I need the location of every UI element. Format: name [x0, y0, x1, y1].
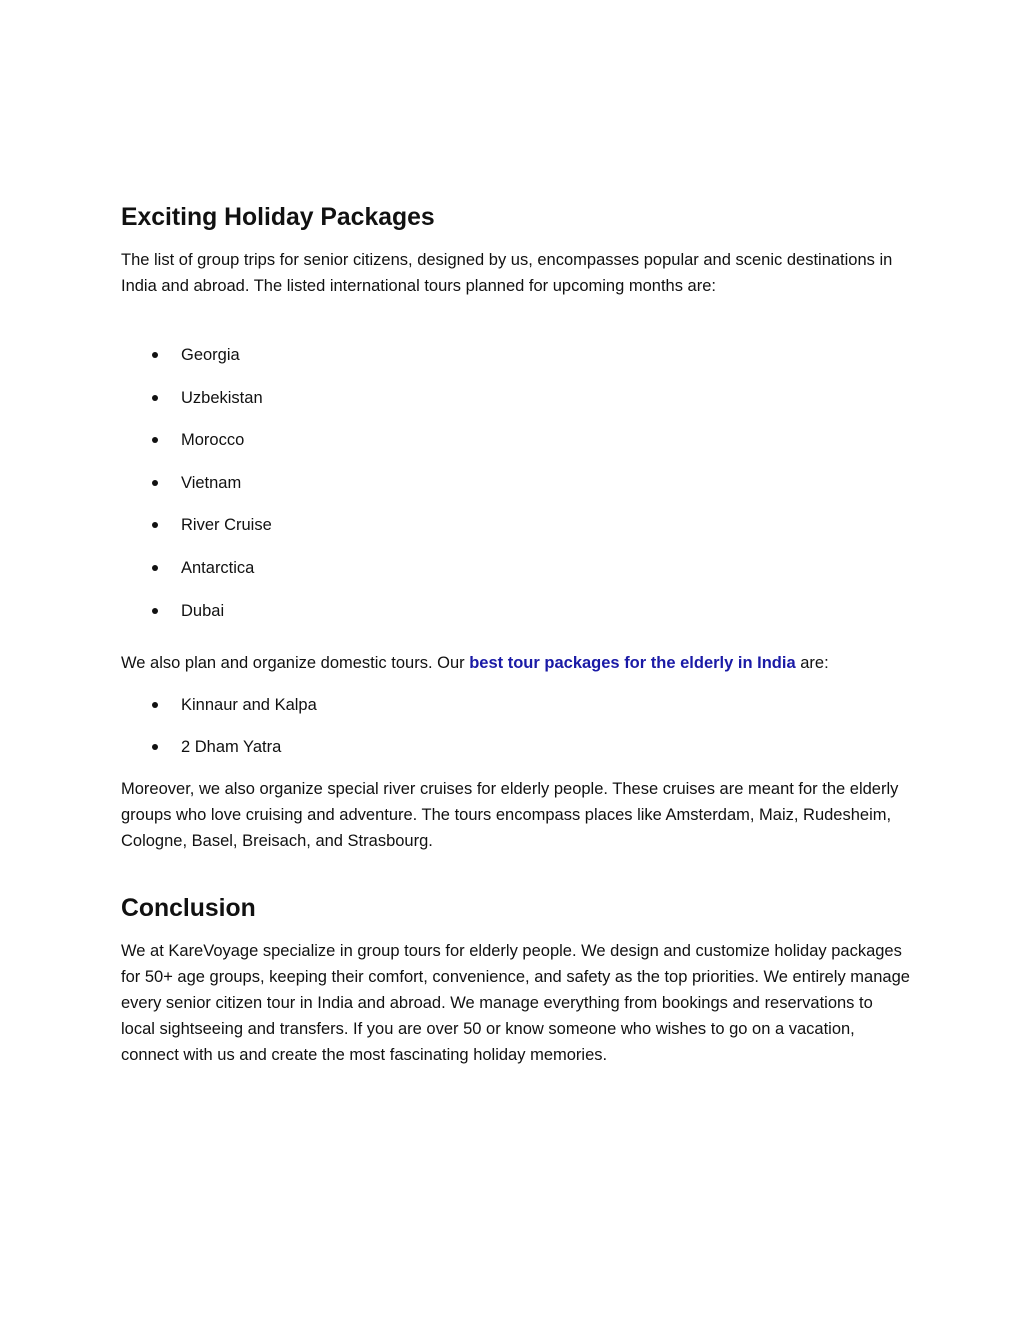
- list-item-label: Dubai: [181, 601, 225, 620]
- list-item-label: River Cruise: [181, 516, 272, 535]
- bullet-icon: [152, 702, 158, 708]
- list-item-label: Vietnam: [181, 473, 242, 492]
- list-item: [121, 598, 911, 624]
- domestic-text-after: are:: [795, 653, 829, 672]
- section-heading-holiday-packages: Exciting Holiday Packages: [121, 204, 435, 231]
- list-item: [121, 470, 911, 496]
- list-item-label: Georgia: [181, 346, 240, 364]
- domestic-tours-paragraph: [121, 650, 911, 676]
- bullet-icon: [152, 437, 158, 443]
- list-item: [121, 342, 911, 368]
- bullet-icon: [152, 608, 158, 614]
- river-cruises-paragraph: Moreover, we also organize special river cruises for elderly people. These cruises are meant for the elderly groups who love cruising and adventure. The tours encompass places like Amsterdam, Maiz, Rudesheim, Cologne, Basel, Breisach, and Strasbourg.: [121, 780, 899, 851]
- list-item-label: Kinnaur and Kalpa: [181, 695, 317, 714]
- domestic-tours-list: [121, 692, 911, 761]
- bullet-icon: [152, 744, 158, 750]
- bullet-icon: [152, 352, 158, 358]
- list-item: [121, 427, 911, 453]
- best-tour-packages-link[interactable]: best tour packages for the elderly in India: [469, 653, 796, 672]
- list-item-label: Antarctica: [181, 558, 255, 577]
- list-item-label: 2 Dham Yatra: [181, 738, 282, 757]
- list-item: [121, 385, 911, 411]
- list-item-label: Uzbekistan: [181, 388, 263, 407]
- conclusion-paragraph: We at KareVoyage specialize in group tours for elderly people. We design and customize holiday packages for 50+ age groups, keeping their comfort, convenience, and safety as the top priorities. We entirely manage every senior citizen tour in India and abroad. We manage everything from bookings and reservations to local sightseeing and transfers. If you are over 50 or know someone who wishes to go on a vacation, connect with us and create the most fascinating holiday memories.: [121, 942, 910, 1065]
- list-item: [121, 512, 911, 538]
- domestic-text-before: We also plan and organize domestic tours. Our: [121, 653, 470, 672]
- bullet-icon: [152, 522, 158, 528]
- list-item: [121, 692, 911, 718]
- intro-paragraph: The list of group trips for senior citizens, designed by us, encompasses popular and scenic destinations in India and abroad. The listed international tours planned for upcoming months are:: [121, 251, 893, 295]
- list-item: [121, 734, 911, 760]
- list-item-label: Morocco: [181, 431, 245, 450]
- bullet-icon: [152, 565, 158, 571]
- international-tours-list: [121, 342, 911, 624]
- bullet-icon: [152, 395, 158, 401]
- section-heading-conclusion: Conclusion: [121, 895, 256, 923]
- document-page: [121, 205, 911, 1068]
- list-item: [121, 555, 911, 581]
- bullet-icon: [152, 480, 158, 486]
